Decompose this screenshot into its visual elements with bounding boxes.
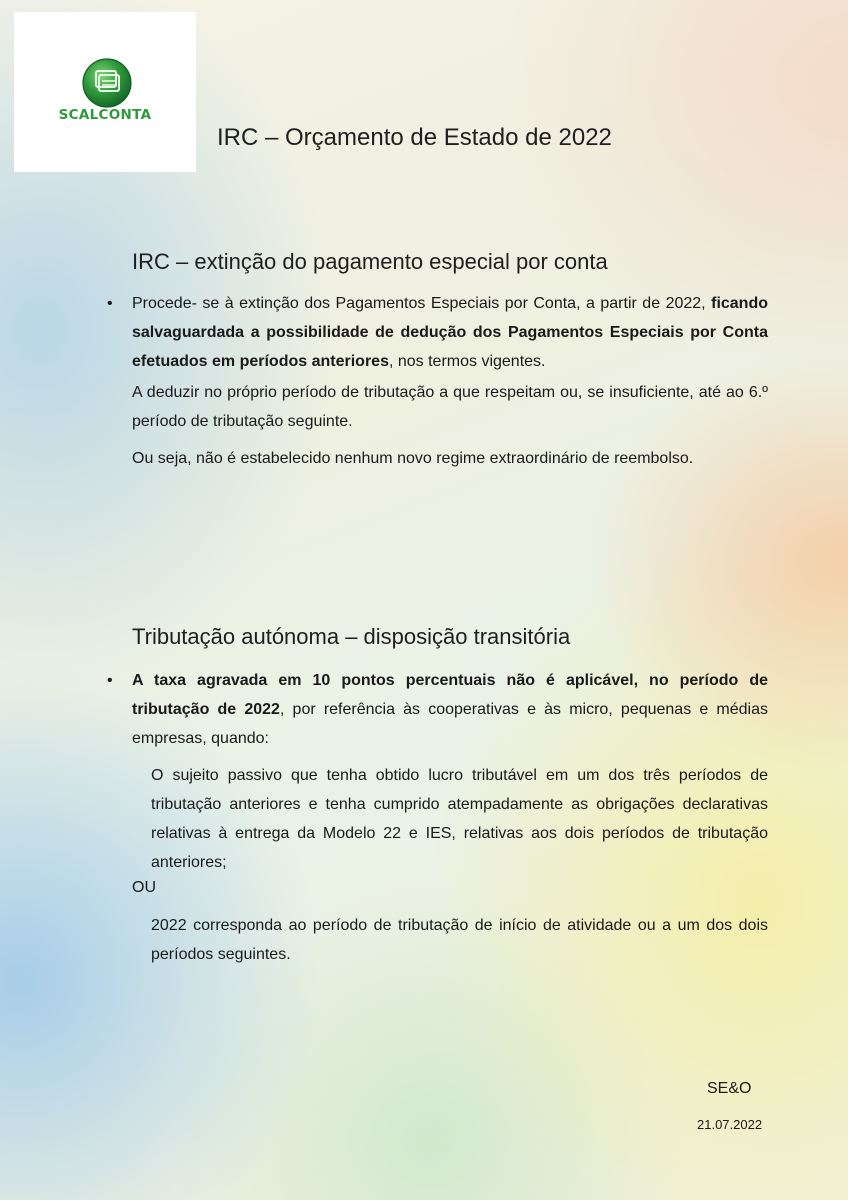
- paragraph-text: , por referência às cooperativas e às micro, pequenas e médias empresas, quando:: [132, 701, 769, 747]
- paragraph-no-new-regime: Ou seja, não é estabelecido nenhum novo regime extraordinário de reembolso.: [132, 450, 694, 467]
- or-separator: OU: [132, 879, 156, 896]
- paragraph-deduction: A deduzir no próprio período de tributação a que respeitam ou, se insuficiente, até ao 6.º período de tributação seguinte.: [132, 384, 768, 430]
- section-heading-tributacao: Tributação autónoma – disposição transitória: [132, 624, 571, 649]
- document-date: 21.07.2022: [697, 1117, 763, 1132]
- logo-text: SCALCONTA: [58, 107, 152, 123]
- paragraph-bold-text: A taxa agravada em 10 pontos percentuais não é aplicável, no período de tributação de 2022: [132, 672, 768, 718]
- bullet-marker: •: [107, 295, 113, 312]
- paragraph-taxa-agravada: [132, 666, 768, 753]
- paragraph-pec-extinction: [132, 289, 768, 376]
- scalconta-logo-icon: [81, 57, 133, 109]
- paragraph-text: Procede- se à extinção dos Pagamentos Especiais por Conta, a partir de 2022,: [132, 295, 706, 312]
- paragraph-text: , nos termos vigentes.: [388, 353, 546, 370]
- document-title: IRC – Orçamento de Estado de 2022: [217, 124, 612, 151]
- section-heading-pec: IRC – extinção do pagamento especial por conta: [132, 249, 608, 274]
- company-logo: [14, 12, 196, 172]
- paragraph-bold-text: ficando salvaguardada a possibilidade de dedução dos Pagamentos Especiais por Conta efetuados em períodos anteriores: [132, 295, 768, 370]
- bullet-marker: •: [107, 672, 113, 689]
- paragraph-condition-1: O sujeito passivo que tenha obtido lucro tributável em um dos três períodos de tributação anteriores e tenha cumprido atempadamente as obrigações declarativas relativas à entrega da Modelo 22 e IES, relativas aos dois períodos de tributação anteriores;: [151, 767, 768, 871]
- signature: SE&O: [707, 1080, 752, 1097]
- paragraph-condition-2: 2022 corresponda ao período de tributação de início de atividade ou a um dos dois períodos seguintes.: [151, 917, 768, 963]
